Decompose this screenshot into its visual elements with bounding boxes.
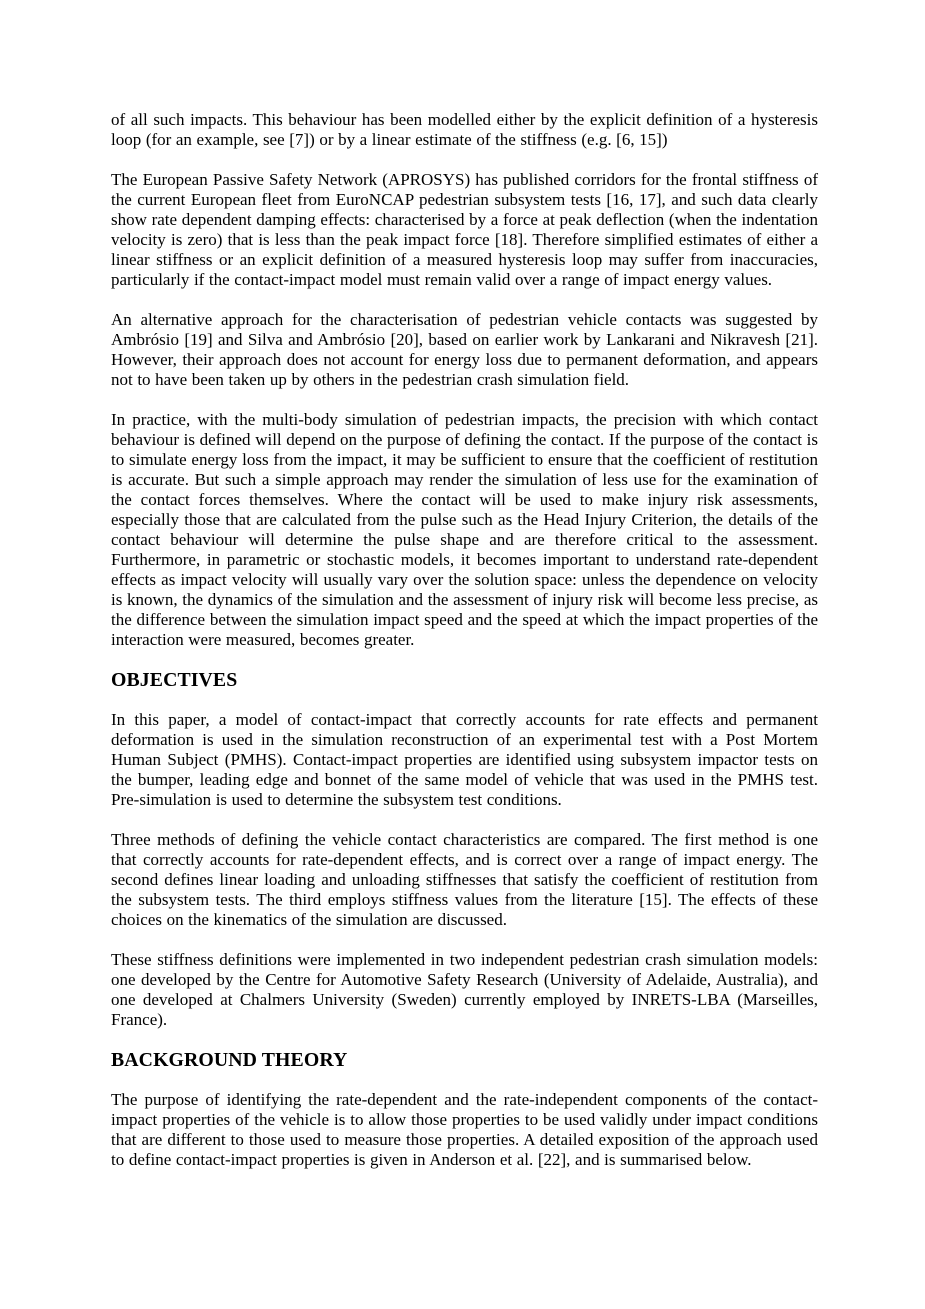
paragraph-purpose-identifying: The purpose of identifying the rate-dependent and the rate-independent components of the contact-impact properties of the vehicle is to allow those properties to be used validly under impact conditions that are different to those used to measure those properties. A detailed exposition of the approach used to define contact-impact properties is given in Anderson et al. [22], and is summarised below.: [111, 1090, 818, 1169]
section-heading-objectives: OBJECTIVES: [111, 669, 238, 691]
paragraph-three-methods: Three methods of defining the vehicle contact characteristics are compared. The first method is one that correctly accounts for rate-dependent effects, and is correct over a range of impact energy. The second defines linear loading and unloading stiffnesses that satisfy the coefficient of restitution from the subsystem tests. The third employs stiffness values from the literature [15]. The effects of these choices on the kinematics of the simulation are discussed.: [111, 830, 818, 929]
paragraph-continued-hysteresis: of all such impacts. This behaviour has been modelled either by the explicit definition of a hysteresis loop (for an example, see [7]) or by a linear estimate of the stiffness (e.g. [6, 15]): [111, 110, 818, 149]
section-heading-background-theory: BACKGROUND THEORY: [111, 1049, 348, 1071]
paragraph-aprosys-corridors: The European Passive Safety Network (APROSYS) has published corridors for the frontal stiffness of the current European fleet from EuroNCAP pedestrian subsystem tests [16, 17], and such data clearly show rate dependent damping effects: characterised by a force at peak deflection (when the indentation velocity is zero) that is less than the peak impact force [18]. Therefore simplified estimates of either a linear stiffness or an explicit definition of a measured hysteresis loop may suffer from inaccuracies, particularly if the contact-impact model must remain valid over a range of impact energy values.: [111, 170, 818, 289]
paragraph-multibody-simulation: In practice, with the multi-body simulation of pedestrian impacts, the precision with which contact behaviour is defined will depend on the purpose of defining the contact. If the purpose of the contact is to simulate energy loss from the impact, it may be sufficient to ensure that the coefficient of restitution is accurate. But such a simple approach may render the simulation of less use for the examination of the contact forces themselves. Where the contact will be used to make injury risk assessments, especially those that are calculated from the pulse such as the Head Injury Criterion, the details of the contact behaviour will determine the pulse shape and are therefore critical to the assessment. Furthermore, in parametric or stochastic models, it becomes important to understand rate-dependent effects as impact velocity will usually vary over the solution space: unless the dependence on velocity is known, the dynamics of the simulation and the assessment of injury risk will become less precise, as the difference between the simulation impact speed and the speed at which the impact properties of the interaction were measured, becomes greater.: [111, 410, 818, 649]
paragraph-alternative-approach: An alternative approach for the characterisation of pedestrian vehicle contacts was suggested by Ambrósio [19] and Silva and Ambrósio [20], based on earlier work by Lankarani and Nikravesh [21]. However, their approach does not account for energy loss due to permanent deformation, and appears not to have been taken up by others in the pedestrian crash simulation field.: [111, 310, 818, 389]
paragraph-stiffness-definitions: These stiffness definitions were implemented in two independent pedestrian crash simulation models: one developed by the Centre for Automotive Safety Research (University of Adelaide, Australia), and one developed at Chalmers University (Sweden) currently employed by INRETS-LBA (Marseilles, France).: [111, 950, 818, 1029]
paragraph-paper-model: In this paper, a model of contact-impact that correctly accounts for rate effects and permanent deformation is used in the simulation reconstruction of an experimental test with a Post Mortem Human Subject (PMHS). Contact-impact properties are identified using subsystem impactor tests on the bumper, leading edge and bonnet of the same model of vehicle that was used in the PMHS test. Pre-simulation is used to determine the subsystem test conditions.: [111, 710, 818, 809]
